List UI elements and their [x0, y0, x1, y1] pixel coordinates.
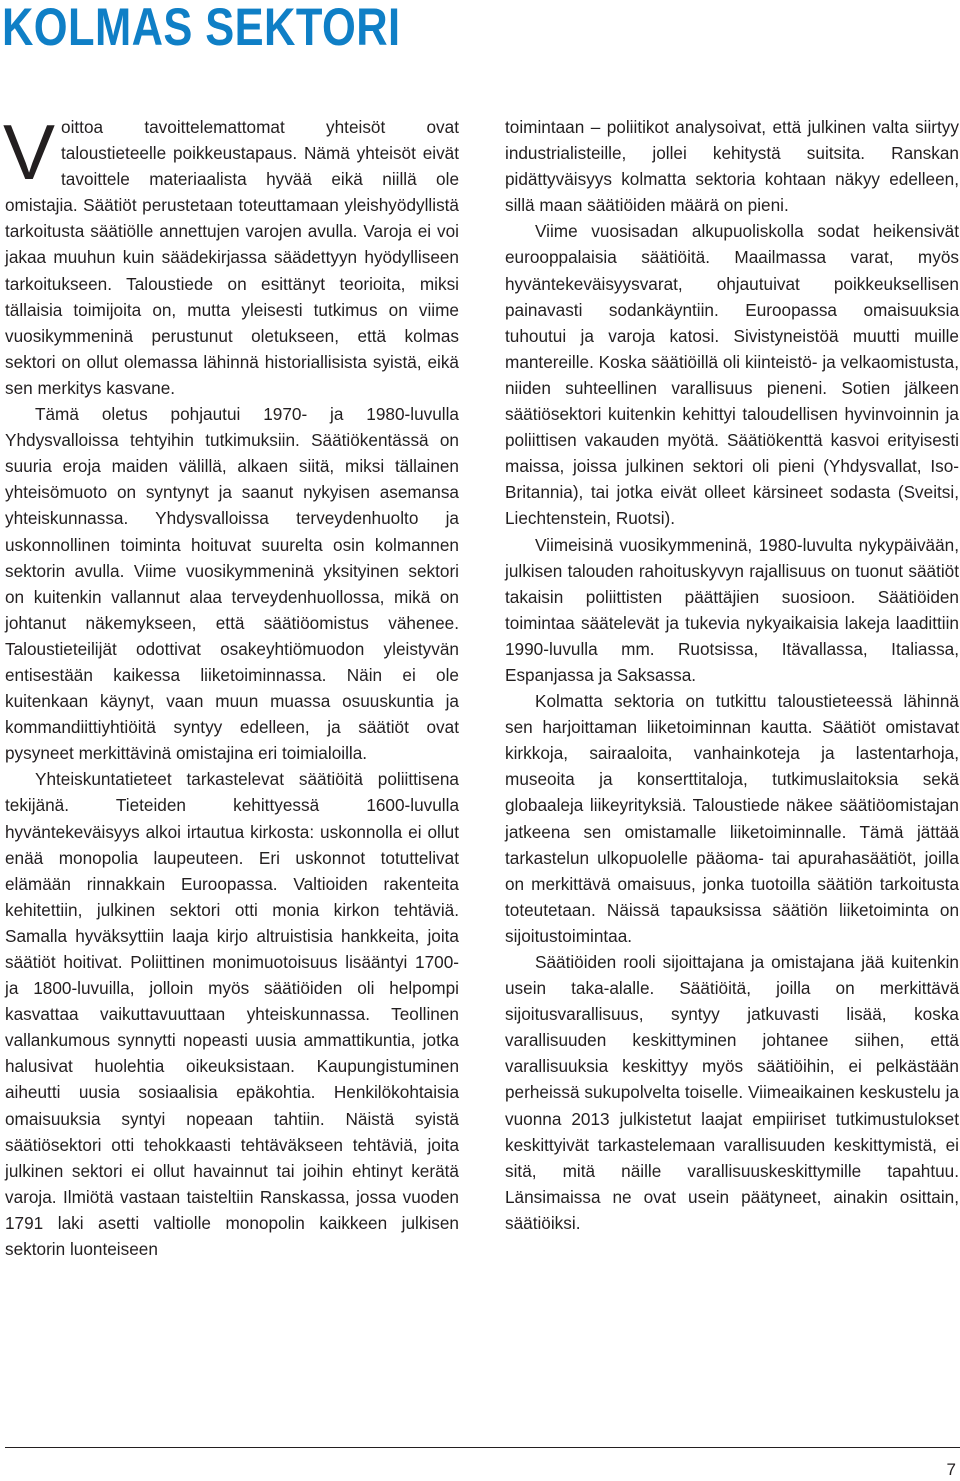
paragraph: toimintaan – poliitikot analysoivat, että julkinen valta siirtyy industrialisteille, jollei kehitystä suitsita. Ranskan pidättyväisyys kolmatta sektoria kohtaan näkyy edelleen, sillä maan säätiöiden määrä on pieni.: [505, 117, 959, 216]
paragraph: Säätiöiden rooli sijoittajana ja omistajana jää kuitenkin usein taka-alalle. Säätiöitä, joilla on merkittävä sijoitusvarallisuus, syntyy jatkuvasti lisää, koska varallisuuden keskittyminen johtanee siihen, että varallisuuksia keskittyy myös säätiöihin, ei pelkästään perheissä sukupolvelta toiselle. Viimeaikainen keskustelu ja vuonna 2013 julkistetut laajat empiiriset tutkimustulokset keskittyivät tarkastelemaan varallisuuden keskittymistä, ei sitä, mitä näille varallisuuskeskittymille tapahtuu. Länsimaissa ne ovat usein päätyneet, ainakin osittain, säätiöiksi.: [505, 952, 959, 1233]
paragraph: Kolmatta sektoria on tutkittu taloustieteessä lähinnä sen harjoittaman liiketoiminnan kautta. Säätiöt omistavat kirkkoja, sairaaloita, vanhainkoteja ja lastentarhoja, museoita ja konserttitaloja, tutkimuslaitoksia sekä globaaleja liikeyrityksiä. Taloustiede näkee säätiöomistajan jatkeena sen omistamalle liiketoiminnalle. Tämä jättää tarkastelun ulkopuolelle pääoma- tai apurahasäätiöt, joilla on merkittävä omaisuus, jonka tuotoilla säätiön tarkoitusta toteutetaan. Näissä tapauksissa säätiön liiketoiminta on sijoitustoimintaa.: [505, 691, 959, 946]
footer-divider: [5, 1447, 960, 1448]
paragraph: Yhteiskuntatieteet tarkastelevat säätiöitä poliittisena tekijänä. Tieteiden kehittyessä 1600-luvulla hyväntekeväisyys alkoi irtautua kirkosta: uskonnolla ei ollut enää monopolia laupeuteen. Eri uskonnot totuttelivat elämään rinnakkain Euroopassa. Valtioiden rakenteita kehitettiin, julkinen sektori otti monia kirkon tehtäviä. Samalla hyväksyttiin laaja kirjo altruistisia hankkeita, joita säätiöt hoitivat. Poliittinen monimuotoisuus lisääntyi 1700- ja 1800-luvuilla, jolloin myös säätiöiden oli helpompi kasvattaa vaikuttavuuttaan yhteiskunnassa. Teollinen vallankumous synnytti nopeasti uusia ammattikuntia, jotka halusivat huolehtia oikeuksistaan. Kaupungistuminen aiheutti uusia sosiaalisia epäkohtia. Henkilökohtaisia omaisuuksia syntyi nopeaan tahtiin. Näistä syistä säätiösektori otti tehokkaasti tehtäväkseen tehtäviä, joita julkinen sektori ei ollut havainnut tai joihin ehtinyt kerätä varoja. Ilmiötä vastaan taisteltiin Ranskassa, jossa vuoden 1791 laki asetti valtiolle monopolin kaikkeen julkisen sektorin luonteiseen: [5, 769, 459, 1260]
paragraph: Viimeisinä vuosikymmeninä, 1980-luvulta nykypäivään, julkisen talouden rahoituskyvyn rajallisuus on tuonut säätiöt takaisin poliittisten päättäjien suosioon. Säätiöiden toimintaa säätelevät ja tukevia nykyaikaisia lakeja laadittiin 1990-luvulla mm. Ruotsissa, Itävallassa, Italiassa, Espanjassa ja Saksassa.: [505, 534, 959, 685]
page-number: 7: [946, 1460, 956, 1479]
drop-cap: V: [3, 108, 56, 196]
paragraph-text: oittoa tavoittelemattomat yhteisöt ovat taloustieteelle poikkeustapaus. Nämä yhteisöt eivät tavoittele materiaalista hyvää eikä niillä ole omistajia. Säätiöt perustetaan toteuttamaan yleishyödyllistä tarkoitusta säätiölle annettujen varojen avulla. Varoja ei voi jakaa muuhun kuin säädekirjassa säädettyyn hyödylliseen tarkoitukseen. Taloustiede on esittänyt teorioita, miksi tällaisia toimijoita on, mutta yleisesti tutkimus on viime vuosikymmeninä perustunut oletukseen, että kolmas sektori on ollut olemassa lähinnä historiallisista syistä, eikä sen merkitys kasvane.: [5, 117, 459, 398]
paragraph: [3, 108, 459, 401]
left-column: [3, 108, 459, 1262]
paragraph: Tämä oletus pohjautui 1970- ja 1980-luvulla Yhdysvalloissa tehtyihin tutkimuksiin. Säätiökentässä on suuria eroja maiden välillä, alkaen siitä, miksi tällainen yhteisömuoto on syntynyt ja saanut nykyisen asemansa yhteiskunnassa. Yhdysvalloissa terveydenhuolto ja uskonnollinen toiminta hoituvat suurelta osin kolmannen sektorin avulla. Viime vuosikymmeninä yksityinen sektori on kuitenkin vallannut alaa terveydenhuollossa, mikä on johtanut näkemykseen, että säätiöomistus vähenee. Taloustieteilijät odottivat osakeyhtiömuodon yleistyvän entisestään kaikessa liiketoiminnassa. Näin ei ole kuitenkaan käynyt, vaan muun muassa osuuskuntia ja kommandiittiyhtiöitä syntyy edelleen, ja säätiöt ovat pysyneet merkittävinä omistajina eri toimialoilla.: [5, 404, 459, 764]
paragraph: Viime vuosisadan alkupuoliskolla sodat heikensivät eurooppalaisia säätiöitä. Maailmassa varat, myös hyväntekeväisyysvarat, ohjautuivat poikkeuksellisen painavasti sodankäyntiin. Euroopassa omaisuuksia tuhoutui ja varoja katosi. Sivistyneistöä muutti muille mantereille. Koska säätiöillä oli kiinteistö- ja velkaomistusta, niiden suhteellinen varallisuus pieneni. Sotien jälkeen säätiösektori kuitenkin kehittyi taloudellisen hyvinvoinnin ja poliittisen vakauden myötä. Säätiökenttä kasvoi erityisesti maissa, joissa julkinen sektori oli pieni (Yhdysvallat, Iso-Britannia), tai jotka eivät olleet kärsineet sodasta (Sveitsi, Liechtenstein, Ruotsi).: [505, 221, 959, 529]
page-title: KOLMAS SEKTORI: [2, 0, 401, 57]
right-column: [505, 114, 959, 1236]
